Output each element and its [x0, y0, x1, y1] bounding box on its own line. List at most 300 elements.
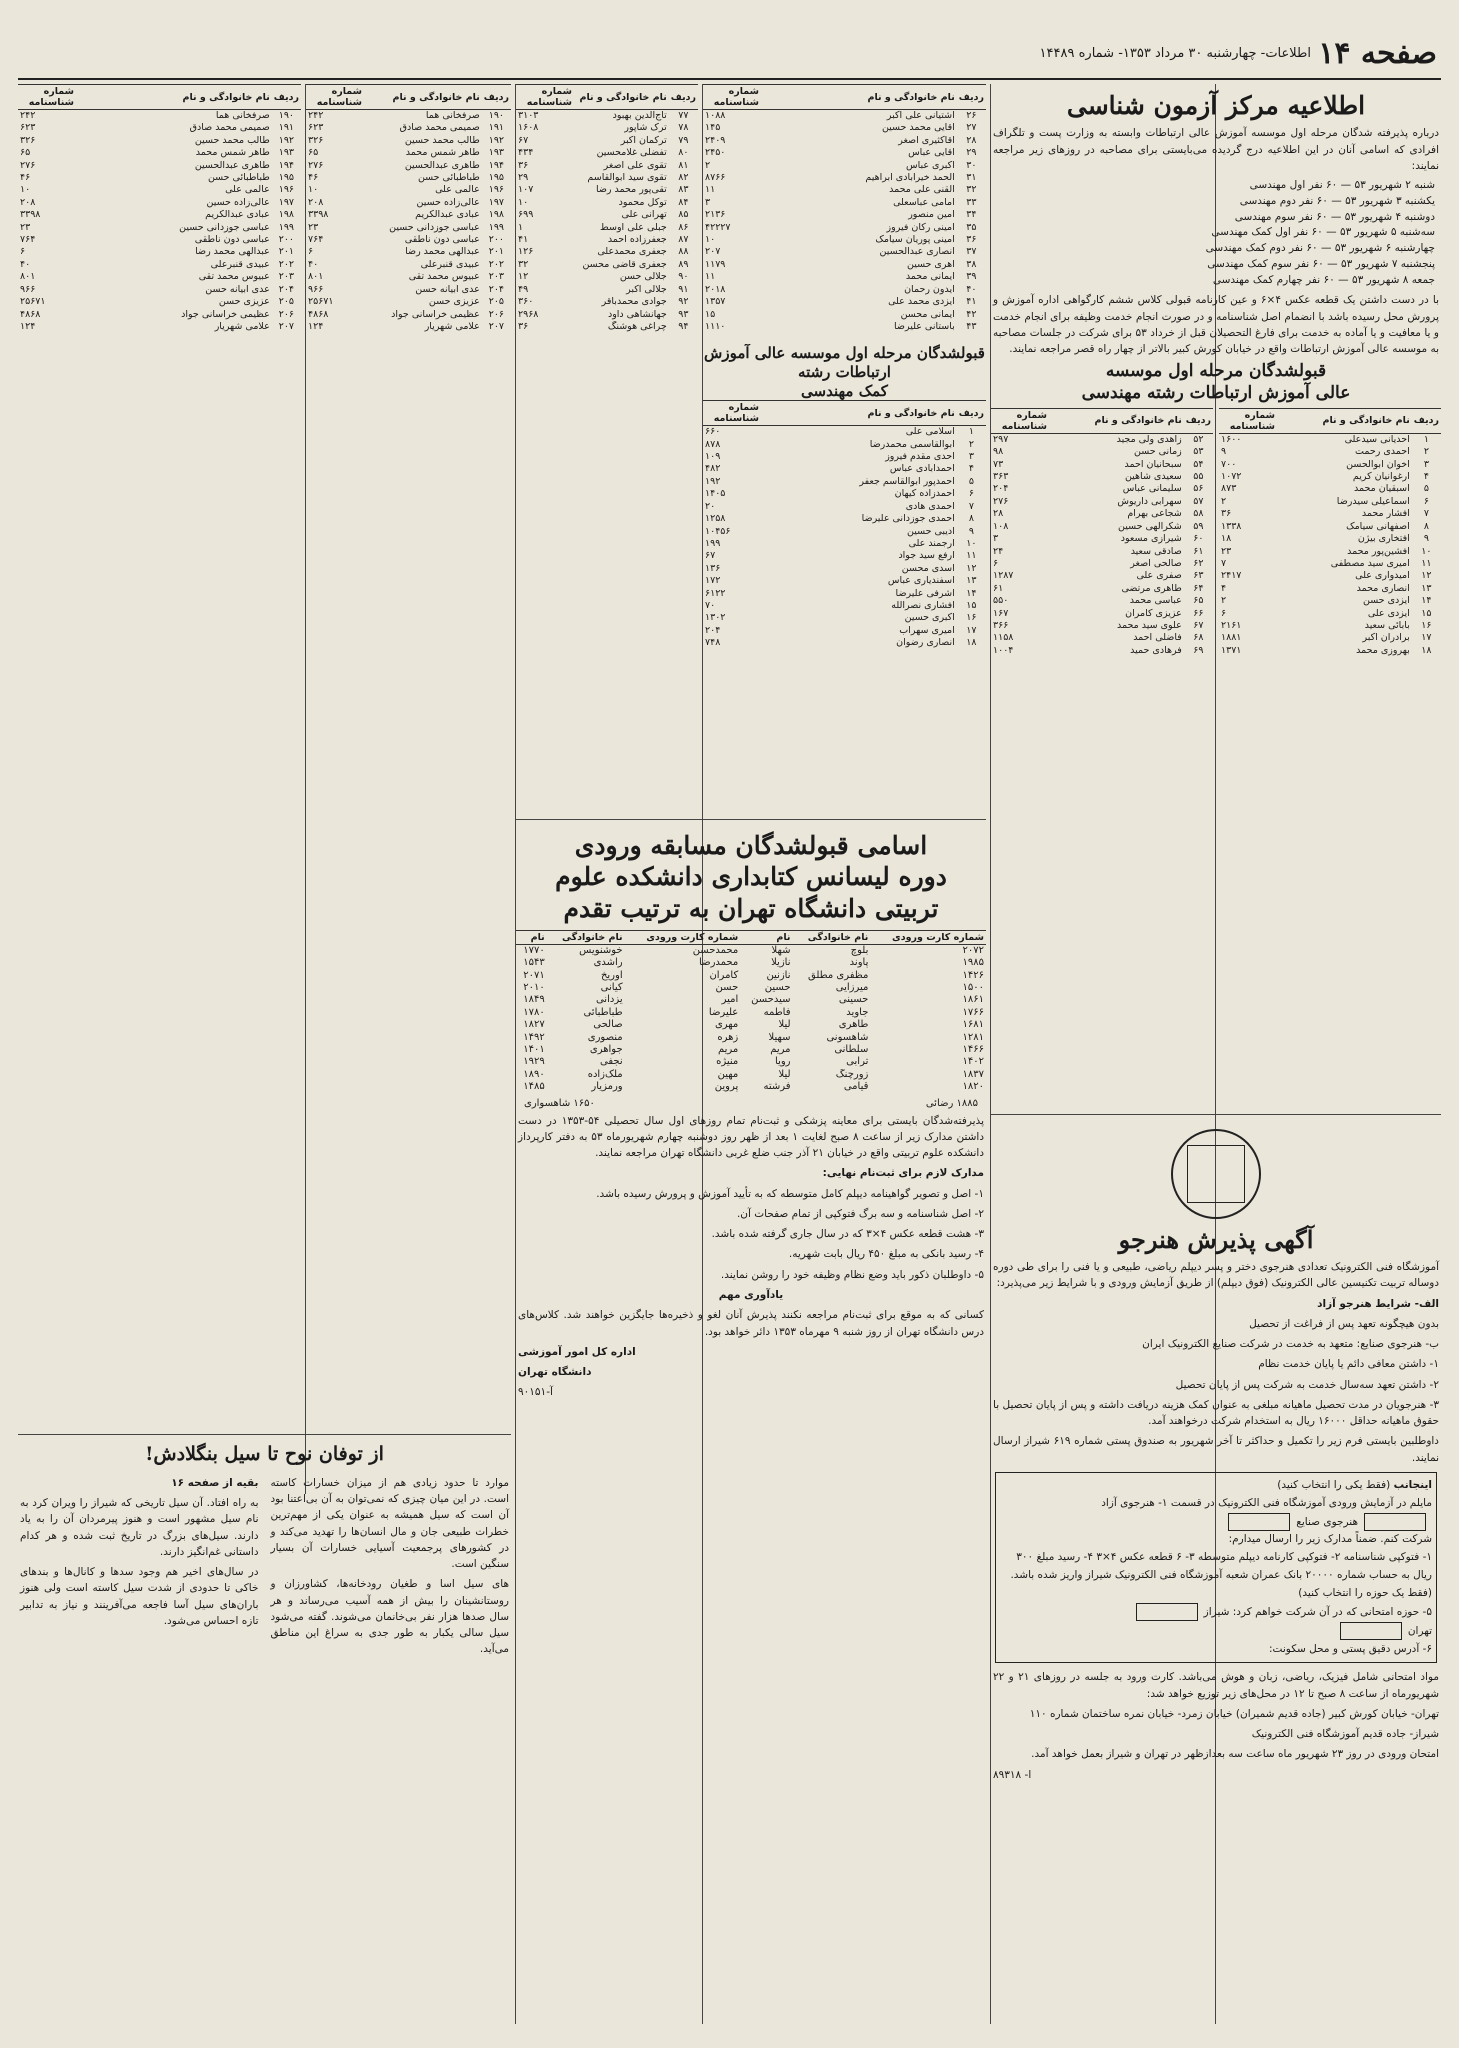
row-number: ۸۷	[678, 234, 689, 246]
row-number: ۷	[1423, 508, 1429, 520]
id-number: ۶	[993, 557, 999, 569]
table-row	[516, 271, 698, 283]
surname: بلوچ	[850, 944, 869, 956]
surname: منصوری	[587, 1031, 623, 1043]
person-name: طاهری عبدالحسین	[194, 159, 270, 171]
id-number: ۸۷۸	[705, 438, 721, 450]
page-header	[18, 34, 1441, 80]
table-row	[703, 488, 986, 500]
flood-title: از توفان نوح تا سیل بنگلادش!	[145, 1443, 384, 1465]
kmk-section-2	[703, 344, 986, 814]
id-number: ۹	[1221, 446, 1227, 458]
person-name: انصاری عبدالحسین	[879, 246, 955, 258]
row-number: ۲۰۵	[278, 296, 295, 308]
person-name: ایدون رحمان	[904, 283, 955, 295]
table-row	[991, 433, 1213, 446]
id-number: ۱۶۷	[993, 607, 1009, 619]
notice-schedule	[997, 178, 1435, 288]
first-name: لیلا	[778, 1068, 791, 1080]
id-number: ۱۳۵۷	[705, 296, 726, 308]
person-name: امینی پوریان سیامک	[875, 234, 955, 246]
person-name: تقی‌پور محمد رضا	[595, 184, 667, 196]
table-row	[1219, 508, 1441, 520]
row-number: ۵۴	[1193, 458, 1204, 470]
row-number: ۲۰۶	[278, 308, 295, 320]
person-name: آقایی عباس	[908, 147, 955, 159]
flood-text-b: های سیل اسا و طغیان رودخانه‌ها، کشاورزان و روستانشینان را بیش از همه آسیب می‌رساند و هر سال صدها هزار نفر بی‌خانمان می‌شوند. گفته می‌شود سیل سالی یکبار به طور جدی به سراغ این مناطق می‌آید.	[270, 1578, 509, 1656]
card-number: زهره	[717, 1031, 739, 1043]
address-1: تهران- خیابان کورش کبیر (جاده قدیم شمیران) خیابان زمرد- خیابان نمره ساختمان شماره ۱۱۰	[1029, 1707, 1439, 1720]
table-row	[1219, 546, 1441, 558]
row-number: ۱۹۵	[278, 172, 295, 184]
col-name: نام	[740, 930, 792, 944]
person-name: جوادی محمدباقر	[601, 296, 667, 308]
kmk-title-d: کمک مهندسی	[801, 381, 888, 400]
person-name: عالی‌زاده حسین	[416, 196, 480, 208]
row-number: ۱۴	[966, 587, 977, 599]
id-number: ۱۰۴۵۶	[705, 525, 731, 537]
row-number: ۸	[1423, 520, 1429, 532]
table-row	[516, 1056, 986, 1068]
id-number: ۶	[308, 246, 314, 258]
row-number: ۵۲	[1193, 433, 1204, 445]
row-number: ۳۴	[966, 209, 977, 221]
form-line-5: (فقط یک حوزه را انتخاب کنید)	[1298, 1586, 1432, 1599]
person-name: اهری حسین	[906, 258, 955, 270]
row-number: ۱۹۶	[278, 184, 295, 196]
id-number: ۲۹۶۸	[518, 308, 539, 320]
first-name: ۱۹۲۹	[523, 1056, 545, 1068]
person-name: شجاعی بهرام	[1127, 508, 1182, 520]
table-row	[991, 546, 1213, 558]
person-name: تقوی سید ابوالقاسم	[587, 172, 667, 184]
id-number: ۳۶	[1221, 508, 1232, 520]
row-number: ۵۳	[1193, 446, 1204, 458]
person-name: عبیدی قنبرعلی	[210, 258, 270, 270]
row-number: ۴	[1423, 471, 1429, 483]
person-name: ابوالقاسمی محمدرضا	[869, 438, 955, 450]
table-row	[1219, 583, 1441, 595]
person-name: ایزدی علی	[1367, 607, 1410, 619]
person-name: عباسی دون ناطقی	[404, 234, 480, 246]
row-number: ۲۰۷	[278, 320, 295, 332]
id-number: ۲۴۲	[308, 110, 324, 121]
row-number: ۱۹۰	[488, 110, 505, 121]
card-number: مهین	[717, 1068, 739, 1080]
table-row	[703, 246, 986, 258]
admission-title: آگهی پذیرش هنرجو	[1118, 1225, 1314, 1254]
tehran-title-1: اسامی قبولشدگان مسابقه ورودی	[574, 831, 928, 860]
person-name: عالمی علی	[225, 184, 270, 196]
col-row: ردیف	[1412, 408, 1441, 433]
eng-title-a: قبولشدگان مرحله اول موسسه	[1105, 361, 1327, 382]
table-row	[18, 222, 301, 234]
exam-info: مواد امتحانی شامل فیزیک، ریاضی، زبان و هوش می‌باشد. کارت ورود به جلسه در روزهای ۲۱ و ۲۲ شهریورماه از ساعت ۸ صبح تا ۱۲ در محل‌های زیر توزیع خواهد شد:	[993, 1671, 1439, 1700]
id-number: ۷۰۰	[1221, 458, 1237, 470]
table-row	[516, 184, 698, 196]
surname: طاهری	[838, 1019, 869, 1031]
person-name: الحمد خیرآبادی ابراهیم	[865, 172, 955, 184]
table-row	[703, 321, 986, 333]
admission-body: آموزشگاه فنی الکترونیک تعدادی هنرجوی دختر و پسر دیپلم ریاضی، طبیعی و یا فنی را برای طی دوره دوساله تربیت تکنیسین عالی الکترونیک (فوق دیپلم) از طریق آزمایش ورودی و با شرایط زیر می‌پذیرد:	[993, 1261, 1439, 1290]
person-name: جعفری قاضی محسن	[582, 258, 667, 270]
surname: پاوند	[849, 957, 869, 969]
table-row	[306, 222, 511, 234]
table-row	[306, 122, 511, 134]
row-number: ۳۷	[966, 246, 977, 258]
row-number: ۷۹	[678, 134, 689, 146]
id-number: ۸۰۱	[20, 271, 36, 283]
person-name: جلالی اکبر	[626, 283, 667, 295]
row-number: ۳	[1423, 458, 1429, 470]
person-name: عباسی جوزدانی حسین	[179, 221, 270, 233]
table-row	[1219, 595, 1441, 607]
surname: ملک‌زاده	[587, 1068, 623, 1080]
id-number: ۳۲۶	[308, 134, 324, 146]
schedule-item: جمعه ۸ شهریور ۵۳ — ۶۰ نفر چهارم کمک مهندسی	[1212, 273, 1435, 286]
row-number: ۴۰	[966, 283, 977, 295]
table-row	[991, 558, 1213, 570]
form-title: اینجانب	[1393, 1478, 1432, 1491]
id-number: ۳۳۹۸	[20, 209, 41, 221]
section-rule	[991, 1114, 1441, 1115]
card-number: ۱۶۸۱	[962, 1019, 984, 1031]
row-number: ۳۲	[966, 184, 977, 196]
address-2: شیراز- جاده قدیم آموزشگاه فنی الکترونیک	[1251, 1728, 1439, 1741]
surname: صالحی	[593, 1019, 623, 1031]
id-number: ۱۸۸۱	[1221, 632, 1242, 644]
id-number: ۶۲۳	[308, 122, 324, 134]
table-row	[1219, 496, 1441, 508]
surname: زورچنگ	[835, 1068, 869, 1080]
id-number: ۱۰	[308, 184, 319, 196]
table-row	[516, 994, 986, 1006]
col-row: ردیف	[482, 85, 511, 110]
id-number: ۱۰۹	[705, 451, 721, 463]
row-number: ۶۶	[1193, 607, 1204, 619]
person-name: عبیوس محمد تقی	[198, 271, 270, 283]
person-name: عظیمی خراسانی جواد	[181, 308, 270, 320]
row-number: ۵	[1423, 483, 1429, 495]
id-number: ۱۲	[518, 271, 529, 283]
row-number: ۶۹	[1193, 644, 1204, 656]
list-table-d	[306, 84, 511, 333]
person-name: عبدالهی محمد رضا	[405, 246, 480, 258]
list-table-e	[18, 84, 301, 333]
row-number: ۱۹۷	[488, 196, 505, 208]
id-number: ۷۴۸	[705, 637, 721, 649]
row-number: ۸۴	[678, 196, 689, 208]
col-row: ردیف	[1184, 408, 1213, 433]
col-id: شماره شناسنامه	[18, 85, 76, 110]
flood-text-d: در سال‌های اخیر هم وجود سدها و کانال‌ها و بندهای خاکی تا حدودی از شدت سیل کاسته است ولی هنوز باران‌های سیل آسا فاجعه می‌آفرینند و نیاز به تدابیر تازه احساس می‌شود.	[20, 1566, 259, 1627]
person-name: عزیزی کامران	[1125, 607, 1182, 619]
form-line-4: ۱- فتوکپی شناسنامه ۲- فتوکپی کارنامه دیپلم متوسطه ۳- ۶ قطعه عکس ۴×۳ ۴- رسید مبلغ ۳۰۰ ریال به حساب شماره ۲۰۰۰۰ بانک عمران شعبه آموزشگاه فنی الکترونیک شیراز واریز شده باشد.	[1010, 1551, 1432, 1582]
row-number: ۹۳	[678, 308, 689, 320]
person-name: زمانی حسن	[1134, 446, 1182, 458]
kmk-section	[703, 84, 986, 344]
row-number: ۶۵	[1193, 595, 1204, 607]
sig-id-2: ۱۶۵۰	[573, 1097, 595, 1109]
checkbox-industry[interactable]	[1228, 1513, 1290, 1531]
table-row	[703, 135, 986, 147]
person-name: طالب محمد حسین	[194, 134, 270, 146]
id-number: ۱۴۵	[705, 122, 721, 134]
row-number: ۲۰۳	[488, 271, 505, 283]
person-name: تقوی علی اصغر	[603, 159, 667, 171]
surname: جاوید	[846, 1006, 869, 1018]
table-row	[703, 513, 986, 525]
table-row	[703, 575, 986, 587]
person-name: طاهری مرتضی	[1121, 582, 1182, 594]
table-row	[1219, 570, 1441, 582]
sig-1: رضائی	[925, 1097, 954, 1109]
table-row	[516, 259, 698, 271]
table-row	[516, 234, 698, 246]
card-number: منیژه	[716, 1056, 739, 1068]
id-number: ۱۰۷۲	[1221, 471, 1242, 483]
row-number: ۳۰	[966, 159, 977, 171]
table-row	[18, 296, 301, 308]
id-number: ۱۰۰۴	[993, 644, 1014, 656]
table-row	[703, 110, 986, 123]
col-row: ردیف	[272, 85, 301, 110]
person-name: اکبری عباس	[906, 159, 955, 171]
row-number: ۱۷	[1421, 632, 1432, 644]
card-number: ۱۸۶۱	[962, 994, 984, 1006]
person-name: عالی‌زاده حسین	[206, 196, 270, 208]
cond-1: بدون هیچگونه تعهد پس از فراغت از تحصیل	[1249, 1317, 1439, 1330]
id-number: ۳	[993, 533, 999, 545]
table-row	[1219, 433, 1441, 446]
row-number: ۱۹۹	[278, 221, 295, 233]
first-name: نازیلا	[771, 957, 791, 969]
person-name: علامی شهریار	[424, 320, 480, 332]
eng-title-b: عالی آموزش ارتباطات رشته مهندسی	[1081, 382, 1351, 403]
person-name: صرفخانی هما	[425, 110, 480, 121]
table-row	[703, 463, 986, 475]
table-row	[1219, 459, 1441, 471]
table-row	[991, 632, 1213, 644]
schedule-item: پنجشنبه ۷ شهریور ۵۳ — ۶۰ نفر سوم کمک مهندسی	[1207, 257, 1435, 270]
table-row	[18, 309, 301, 321]
id-number: ۱۳۰۲	[705, 612, 726, 624]
tehran-title-3: تربیتی دانشگاه تهران به ترتیب تقدم	[563, 893, 939, 923]
table-row	[703, 222, 986, 234]
person-name: عبدالهی محمد رضا	[195, 246, 270, 258]
id-number: ۹۶۶	[20, 283, 36, 295]
table-row	[703, 526, 986, 538]
schedule-item: چهارشنبه ۶ شهریور ۵۳ — ۶۰ نفر دوم کمک مهندسی	[1205, 242, 1435, 255]
id-number: ۱۱۷۹	[705, 258, 726, 270]
id-number: ۱۹۹	[705, 537, 721, 549]
id-number: ۷۶۴	[308, 234, 324, 246]
row-number: ۱۹۱	[488, 122, 505, 134]
surname: طباطبائی	[583, 1006, 623, 1018]
row-number: ۲	[1423, 446, 1429, 458]
issue-meta: اطلاعات- چهارشنبه ۳۰ مرداد ۱۳۵۳- شماره ۱۴۴۸۹	[1039, 46, 1311, 61]
tehran-title-2: دوره لیسانس کتابداری دانشکده علوم	[555, 862, 947, 892]
checkbox-shiraz[interactable]	[1136, 1603, 1198, 1621]
col-id: شماره شناسنامه	[703, 401, 761, 426]
table-row	[1219, 620, 1441, 632]
sign-1: اداره کل امور آموزشی	[518, 1345, 636, 1358]
row-number: ۸۹	[678, 258, 689, 270]
first-name: ۱۵۴۳	[523, 957, 545, 969]
person-name: سبحانیان احمد	[1124, 458, 1182, 470]
table-row	[991, 508, 1213, 520]
person-name: زاهدی ولی مجید	[1116, 433, 1182, 445]
surname: جواهری	[589, 1044, 623, 1055]
flood-text-c: به راه افتاد. آن سیل تاریخی که شیراز را ویران کرد به نام سیل مشهور است و هنوز پیرمردان آن را به یاد دارند. سیل‌های بزرگ در تاریخ ثبت شده و هر کدام داستانی غم‌انگیز دارند.	[20, 1497, 259, 1558]
person-name: جهانشاهی داود	[607, 308, 667, 320]
id-number: ۲۵۶۷۱	[308, 296, 334, 308]
id-number: ۲۰۷	[705, 246, 721, 258]
table-row	[1219, 632, 1441, 644]
form-choose: (فقط یکی را انتخاب کنید)	[1277, 1478, 1391, 1491]
table-row	[1219, 483, 1441, 495]
col-name: نام خانوادگی و نام	[1277, 408, 1412, 433]
id-number: ۱۰	[20, 184, 31, 196]
row-number: ۱۹۳	[278, 147, 295, 159]
id-number: ۱۱۵۸	[993, 632, 1014, 644]
row-number: ۸۶	[678, 221, 689, 233]
schedule-item: دوشنبه ۴ شهریور ۵۳ — ۶۰ نفر سوم مهندسی	[1234, 210, 1435, 223]
id-number: ۴۲۲۲۷	[705, 221, 731, 233]
id-number: ۲	[705, 159, 711, 171]
schedule-item: شنبه ۲ شهریور ۵۳ — ۶۰ نفر اول مهندسی	[1249, 179, 1435, 192]
card-number: حسن	[715, 981, 739, 993]
person-name: امیری سهراب	[899, 624, 955, 636]
col-row: ردیف	[669, 85, 698, 110]
id-number: ۸۷۳	[1221, 483, 1237, 495]
id-number: ۳	[705, 196, 711, 208]
person-name: بابائی سعید	[1364, 619, 1410, 631]
table-row	[991, 570, 1213, 582]
table-row	[1219, 446, 1441, 458]
table-row	[991, 595, 1213, 607]
table-row	[1219, 471, 1441, 483]
table-row	[18, 160, 301, 172]
checkbox-free[interactable]	[1364, 1513, 1426, 1531]
first-name: ۱۸۴۹	[523, 994, 545, 1006]
person-name: عبیوس محمد تقی	[408, 271, 480, 283]
school-logo-icon	[1171, 1129, 1261, 1219]
id-number: ۲۰۴	[993, 483, 1009, 495]
person-name: فاضلی احمد	[1133, 632, 1182, 644]
person-name: شکرالهی حسین	[1118, 520, 1182, 532]
person-name: صمیمی محمد صادق	[189, 122, 270, 134]
row-number: ۹۴	[678, 320, 689, 332]
id-number: ۲۰۸	[20, 196, 36, 208]
form-line-2: هنرجوی صنایع	[1296, 1515, 1358, 1528]
id-number: ۴۶	[308, 172, 319, 184]
card-number: ۱۸۳۷	[962, 1068, 984, 1080]
table-row	[703, 588, 986, 600]
row-number: ۸۳	[678, 184, 689, 196]
card-number: مهری	[714, 1019, 739, 1031]
person-name: آشتیانی علی اکبر	[886, 110, 955, 121]
col-name: نام خانوادگی و نام	[76, 85, 272, 110]
id-number: ۳۶۰	[518, 296, 534, 308]
table-row	[18, 110, 301, 123]
row-number: ۱۱	[966, 550, 977, 562]
row-number: ۱۹۶	[488, 184, 505, 196]
id-number: ۱۲۶	[518, 246, 534, 258]
surname: میرزایی	[835, 981, 869, 993]
id-number: ۶	[20, 246, 26, 258]
id-number: ۱۶۰۸	[518, 122, 539, 134]
id-number: ۷	[1221, 557, 1227, 569]
table-row	[516, 172, 698, 184]
id-number: ۴۸۶۸	[308, 308, 329, 320]
first-name: ۱۴۸۵	[523, 1081, 545, 1093]
id-number: ۲۰	[705, 500, 716, 512]
table-row	[18, 246, 301, 258]
row-number: ۲۰۵	[488, 296, 505, 308]
row-number: ۴۳	[966, 320, 977, 332]
flood-article	[18, 1439, 511, 2019]
id-number: ۲۸	[993, 508, 1004, 520]
address-3: امتحان ورودی در روز ۲۳ شهریور ماه ساعت سه بعدازظهر در تهران و شیراز بعمل خواهد آمد.	[1031, 1748, 1439, 1761]
col-name: نام	[516, 930, 547, 944]
cond-3: ۱- داشتن معافی دائم یا پایان خدمت نظام	[1258, 1358, 1439, 1371]
row-number: ۱۸	[1421, 644, 1432, 656]
row-number: ۱۲	[966, 562, 977, 574]
id-number: ۴۳۴	[518, 147, 534, 159]
row-number: ۱۶	[1421, 619, 1432, 631]
reminder: کسانی که به موقع برای ثبت‌نام مراجعه نکنند پذیرش آنان لغو و ذخیره‌ها جایگزین خواهند شد. کلاس‌های درس دانشگاه تهران از روز شنبه ۹ مهرماه ۱۳۵۳ دائر خواهد بود.	[518, 1309, 984, 1338]
table-row	[703, 209, 986, 221]
table-row	[516, 1032, 986, 1044]
row-number: ۲۰۴	[278, 283, 295, 295]
person-name: طباطبائی حسن	[207, 172, 270, 184]
id-number: ۶۵	[20, 147, 31, 159]
person-name: عباسی دون ناطقی	[194, 234, 270, 246]
row-number: ۶	[968, 488, 974, 500]
surname: کیانی	[600, 981, 623, 993]
person-name: احمدی رحمت	[1355, 446, 1410, 458]
id-number: ۴۸۲	[705, 463, 721, 475]
row-number: ۳۱	[966, 172, 977, 184]
first-name: ۲۰۱۰	[523, 981, 545, 993]
table-row	[516, 970, 986, 982]
row-number: ۲۷	[966, 122, 977, 134]
row-number: ۸۵	[678, 209, 689, 221]
row-number: ۱۰	[966, 537, 977, 549]
person-name: اسماعیلی سیدرضا	[1336, 495, 1410, 507]
table-row	[306, 296, 511, 308]
person-name: احمدی جوزدانی علیرضا	[861, 513, 955, 525]
table-row	[306, 259, 511, 271]
row-number: ۳۸	[966, 258, 977, 270]
first-name: مریم	[770, 1044, 791, 1055]
table-row	[306, 135, 511, 147]
table-row	[991, 583, 1213, 595]
card-number: علیرضا	[708, 1006, 739, 1018]
first-name: سیدحسن	[751, 994, 791, 1006]
person-name: احمدپور ابوالقاسم جعفر	[859, 475, 955, 487]
row-number: ۱	[968, 426, 974, 438]
id-number: ۲	[1221, 595, 1227, 607]
checkbox-tehran[interactable]	[1340, 1622, 1402, 1640]
first-name: فرشته	[763, 1081, 791, 1093]
id-number: ۱۷۲	[705, 575, 721, 587]
col-id: شماره شناسنامه	[306, 85, 364, 110]
person-name: امامی عباسعلی	[893, 196, 955, 208]
row-number: ۳۵	[966, 221, 977, 233]
sig-id-1: ۱۸۸۵	[956, 1097, 978, 1109]
